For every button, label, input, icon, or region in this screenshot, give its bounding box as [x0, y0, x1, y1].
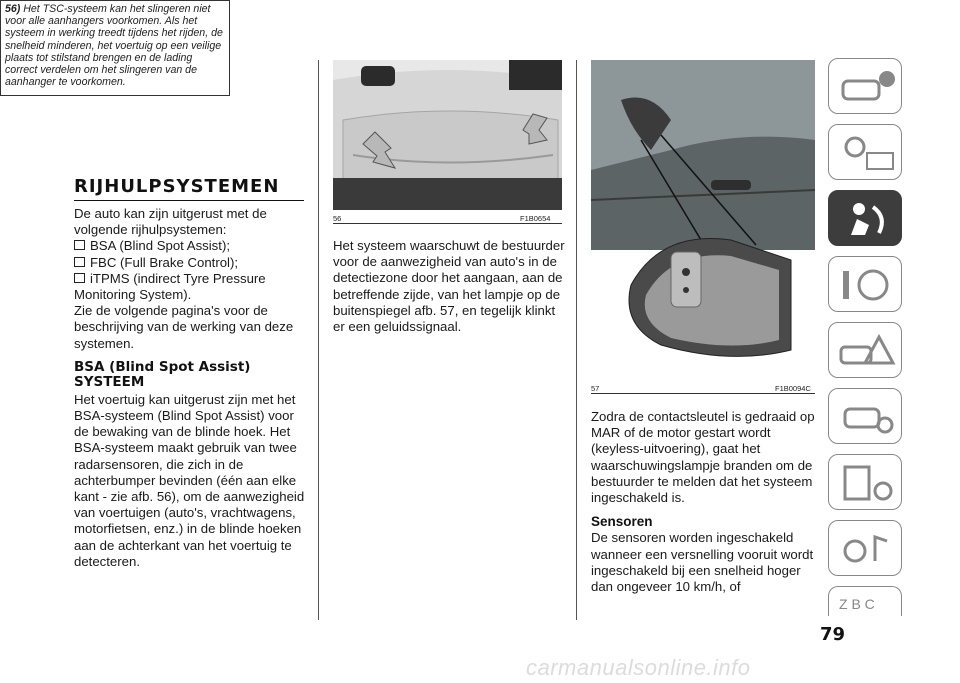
- svg-text:Z B C: Z B C: [839, 596, 875, 612]
- section-title: RIJHULPSYSTEMEN: [74, 176, 304, 201]
- bsa-title: BSA (Blind Spot Assist) SYSTEEM: [74, 358, 251, 390]
- steering-icon[interactable]: [828, 256, 902, 312]
- left-column: [74, 206, 310, 570]
- blind-spot-warning-lamp: [671, 252, 701, 307]
- figure-56-rule: [333, 223, 562, 224]
- sensors-text: De sensoren worden ingeschakeld wanneer een versnelling vooruit wordt ingeschakeld bij een snelheid hoger dan ongeveer 10 km/h, of: [591, 530, 814, 595]
- list-item-bsa: BSA (Blind Spot Assist);: [74, 238, 310, 254]
- right-text: Zodra de contactsleutel is gedraaid op MAR of de motor gestart wordt (keyless-uitvoering), gaat het waarschuwingslampje branden om de bestuurder te melden dat het systeem ingeschakeld is.: [591, 409, 815, 506]
- side-mirror-illustration: [591, 60, 815, 380]
- figure-57-image: [591, 60, 815, 380]
- list-item-itpms: iTPMS (indirect Tyre Pressure Monitoring System).: [74, 271, 310, 303]
- index-icon[interactable]: [828, 586, 902, 616]
- multimedia-icon[interactable]: [828, 520, 902, 576]
- intro2-text: Zie de volgende pagina's voor de beschrijving van de werking van deze systemen.: [74, 303, 294, 351]
- emergency-icon[interactable]: [828, 322, 902, 378]
- bsa-text: Het voertuig kan uitgerust zijn met het BSA-systeem (Blind Spot Assist) voor de bewaking van de blinde hoek. Het BSA-systeem maakt gebruik van twee radarsensoren, die zich in de achterbumper bevinden (één aan elke kant - zie afb. 56), om de aanwezigheid van voertuigen (auto's, vrachtwagens, motorfietsen, enz.) in de blinde hoeken aan de achterkant van het voertuig te detecteren.: [74, 391, 305, 569]
- right-column: [591, 409, 815, 595]
- column-divider-1: [318, 60, 319, 620]
- list-item-fbc: FBC (Full Brake Control);: [74, 255, 310, 271]
- safety-icon[interactable]: [828, 190, 902, 246]
- column-divider-2: [576, 60, 577, 620]
- figure-57-code: F1B0094C: [775, 384, 811, 393]
- intro-text: De auto kan zijn uitgerust met de volgende rijhulpsystemen:: [74, 206, 267, 238]
- note-number: 56): [5, 3, 21, 15]
- note-box: [0, 0, 230, 96]
- rear-bumper-illustration: [333, 60, 562, 210]
- warning-lights-icon[interactable]: [828, 124, 902, 180]
- middle-text: Het systeem waarschuwt de bestuurder voor de aanwezigheid van auto's in de detectiezone door het aangaan, aan de betreffende zijde, van het lampje op de buitenspiegel afb. 57, en tegelijk klinkt er een geluidssignaal.: [333, 238, 565, 335]
- figure-56-number: 56: [333, 214, 342, 223]
- figure-56-image: [333, 60, 562, 210]
- figure-56-code: F1B0654: [520, 214, 551, 223]
- sensors-title: Sensoren: [591, 514, 653, 530]
- watermark: carmanualsonline.info: [526, 655, 751, 680]
- car-info-icon[interactable]: [828, 58, 902, 114]
- note-text: Het TSC-systeem kan het slingeren niet voor alle aanhangers voorkomen. Als het systeem in werking treedt tijdens het rijden, de snelheid minderen, het voertuig op een veilige plaats tot stilstand brengen en de lading correct verdelen om het slingeren van de aanhanger te voorkomen.: [5, 3, 223, 89]
- specs-icon[interactable]: [828, 454, 902, 510]
- page-number: 79: [820, 624, 846, 645]
- figure-57-rule: [591, 393, 815, 394]
- figure-57-number: 57: [591, 384, 600, 393]
- maintenance-icon[interactable]: [828, 388, 902, 444]
